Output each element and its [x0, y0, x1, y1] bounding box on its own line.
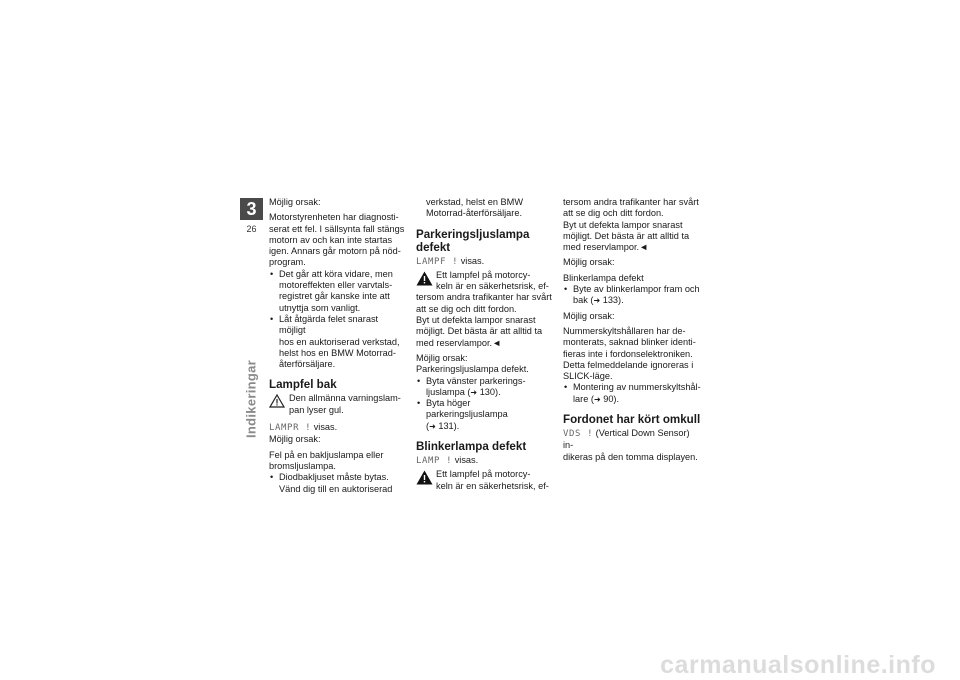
watermark	[0, 651, 960, 680]
bullet-replace-indicators: • Byte av blinkerlampor fram och bak (➜ 133).	[563, 284, 701, 307]
bullet-mount-plate-holder: • Montering av nummerskyltshål- lare (➜ 90).	[563, 382, 701, 405]
indicator-display-code: LAMP ! visas.	[416, 455, 479, 467]
bullet-continuation: verkstad, helst en BMW Motorrad-återförsäljare.	[426, 197, 524, 219]
bullet-replace-right-parking: • Byta höger parkeringsljuslampa (➜ 131).	[416, 398, 554, 432]
parking-cause: Parkeringsljuslampa defekt.	[416, 364, 529, 375]
see-page-arrow-icon: ➜	[593, 296, 601, 306]
see-page-arrow-icon: ➜	[429, 421, 436, 431]
see-page-arrow-icon: ➜	[470, 387, 478, 397]
plate-holder-cause: Nummerskyltshållaren har de- monterats, saknad blinker identi- fieras inte i fordonselektroniken. Detta felmeddelande ignoreras i SLICK-läge.	[563, 325, 696, 382]
vds-description: VDS ! (Vertical Down Sensor) in- dikeras på den tomma displayen.	[563, 428, 698, 462]
warning-safety-risk: Ett lampfel på motorcy- keln är en säkerhetsrisk, ef-	[416, 270, 554, 293]
warning-continuation: tersom andra trafikanter har svårt att se dig och ditt fordon. Byt ut defekta lampor snarast möjligt. Det bästa är att alltid ta med reservlampor.◄	[416, 292, 552, 348]
indicator-cause: Blinkerlampa defekt	[563, 272, 644, 283]
bullet-replace-left-parking: • Byta vänster parkerings- ljuslampa (➜ 130).	[416, 376, 554, 399]
warning-general-lamp: Den allmänna varningslam- pan lyser gul.	[269, 393, 407, 416]
chapter-number: 3	[240, 198, 263, 220]
heading-indicator-fault: Blinkerlampa defekt	[416, 440, 527, 454]
warning-triangle-icon	[269, 393, 289, 416]
display-code-vds: VDS !	[563, 429, 594, 440]
possible-cause-label: Möjlig orsak:	[563, 257, 615, 268]
page-number: 26	[246, 224, 257, 234]
possible-cause-label: Möjlig orsak:	[563, 310, 615, 321]
bullet-diode-taillight: • Diodbakljuset måste bytas. Vänd dig till en auktoriserad	[269, 472, 407, 495]
warning-continuation: tersom andra trafikanter har svårt att se dig och ditt fordon. Byt ut defekta lampor snarast möjligt. Det bästa är att alltid ta med reservlampor.◄	[563, 197, 699, 253]
display-code-lampf: LAMPF !	[416, 256, 459, 267]
heading-vehicle-fallen: Fordonet har kört omkull	[563, 413, 701, 427]
column-1	[269, 197, 407, 495]
see-page-arrow-icon: ➜	[593, 394, 601, 404]
heading-rear-lamp-fault: Lampfel bak	[269, 378, 337, 392]
section-label-text: Indikeringar	[243, 360, 259, 439]
side-section-label	[243, 360, 259, 490]
warning-triangle-icon	[416, 469, 436, 492]
rear-lamp-cause: Fel på en bakljuslampa eller bromsljuslampa.	[269, 449, 384, 471]
possible-cause-label: Möjlig orsak:	[416, 352, 468, 363]
watermark-text: carmanualsonline.info	[660, 651, 936, 679]
display-code-lampr: LAMPR !	[269, 423, 312, 434]
parking-display-code: LAMPF ! visas.	[416, 255, 485, 267]
column-3	[563, 197, 701, 463]
column-2	[416, 197, 554, 494]
possible-cause-label: Möjlig orsak:	[269, 434, 321, 445]
warning-safety-risk: Ett lampfel på motorcy- keln är en säkerhetsrisk, ef-	[416, 469, 554, 492]
bullet-continue-driving: • Det går att köra vidare, men motoreffekten eller varvtals- registret går kanske inte att utnyttja som vanligt.	[269, 269, 407, 314]
engine-fault-paragraph: Motorstyrenheten har diagnosti- serat ett fel. I sällsynta fall stängs motorn av och kan inte startas igen. Annars går motorn på nöd- program.	[269, 212, 405, 268]
rear-lamp-display-code: LAMPR ! visas.	[269, 422, 338, 434]
possible-cause-label: Möjlig orsak:	[269, 197, 321, 207]
bullet-repair-fault: • Låt åtgärda felet snarast möjligt hos en auktoriserad verkstad, helst hos en BMW Motorrad- återförsäljare.	[269, 314, 407, 370]
chapter-tab	[240, 198, 263, 234]
heading-parking-light-fault: Parkeringsljuslampa defekt	[416, 227, 530, 254]
display-code-lamp: LAMP !	[416, 456, 453, 467]
warning-triangle-icon	[416, 270, 436, 293]
